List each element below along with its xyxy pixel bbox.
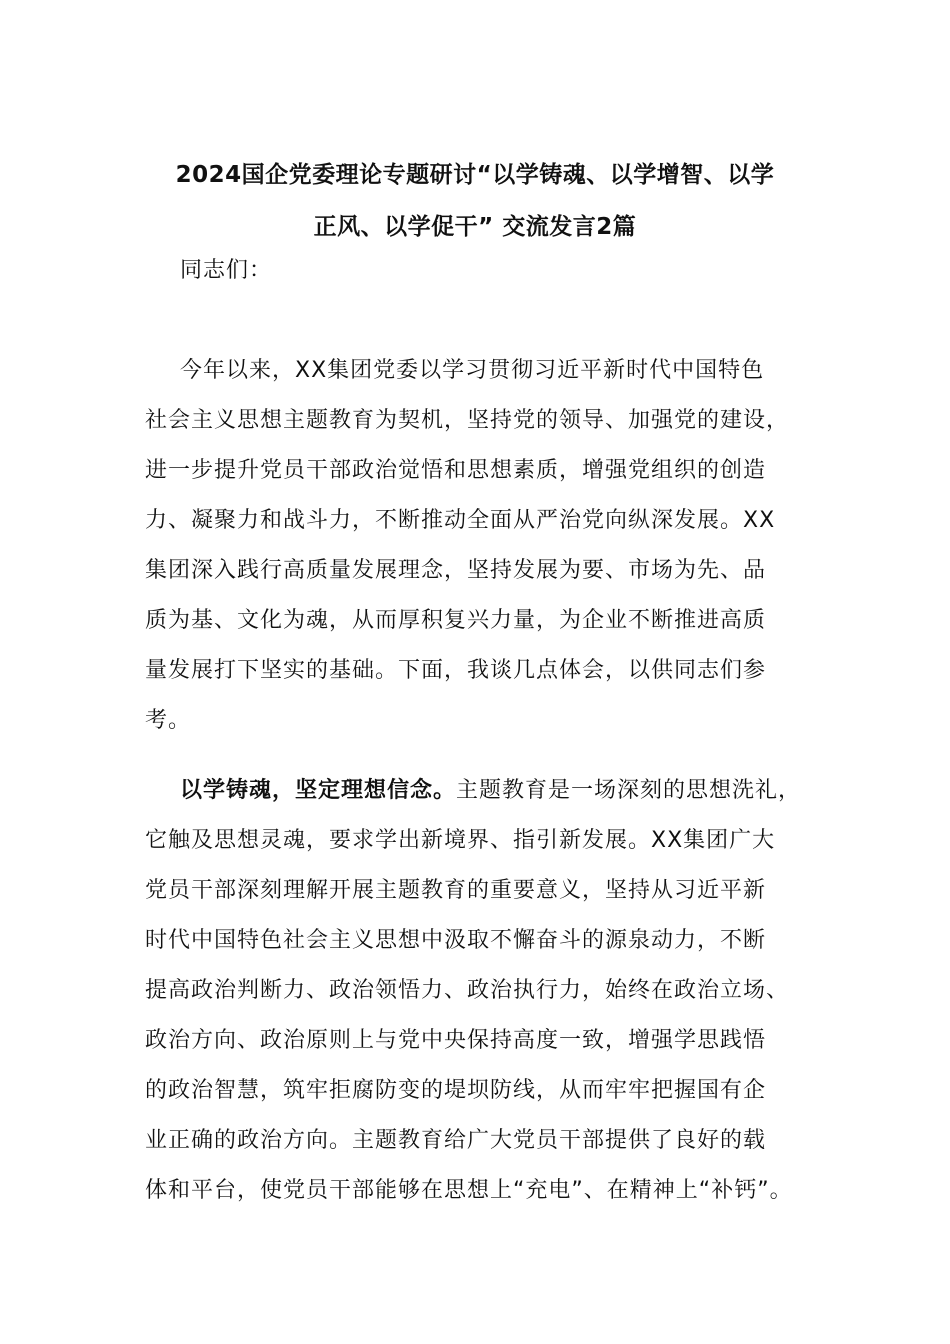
paragraph2-first-line-rest: 主题教育是一场深刻的思想洗礼， — [456, 778, 802, 803]
paragraph2-line: 提高政治判断力、政治领悟力、政治执行力，始终在政治立场、 — [145, 978, 790, 1003]
paragraph2-first-line — [180, 766, 860, 816]
paragraph2-line: 它触及思想灵魂，要求学出新境界、指引新发展。XX集团广大 — [145, 828, 776, 853]
paragraph1-line: 今年以来，XX集团党委以学习贯彻习近平新时代中国特色 — [180, 358, 765, 383]
paragraph2-line: 体和平台，使党员干部能够在思想上“充电”、在精神上“补钙”。 — [145, 1178, 793, 1203]
document-title-line-2: 正风、以学促干” 交流发言2篇 — [313, 214, 637, 240]
paragraph2-line: 业正确的政治方向。主题教育给广大党员干部提供了良好的载 — [145, 1128, 767, 1153]
paragraph1-line: 集团深入践行高质量发展理念，坚持发展为要、市场为先、品 — [145, 558, 767, 583]
paragraph2-line: 党员干部深刻理解开展主题教育的重要意义，坚持从习近平新 — [145, 878, 767, 903]
paragraph2-heading: 以学铸魂，坚定理想信念。 — [180, 778, 457, 803]
paragraph1-line: 考。 — [145, 708, 192, 733]
paragraph1-line: 社会主义思想主题教育为契机，坚持党的领导、加强党的建设， — [145, 408, 790, 433]
greeting: 同志们： — [180, 258, 273, 283]
paragraph2-line: 的政治智慧，筑牢拒腐防变的堤坝防线，从而牢牢把握国有企 — [145, 1078, 767, 1103]
paragraph1-line: 进一步提升党员干部政治觉悟和思想素质，增强党组织的创造 — [145, 458, 767, 483]
paragraph2-line: 政治方向、政治原则上与党中央保持高度一致，增强学思践悟 — [145, 1028, 767, 1053]
document-title-line-1: 2024国企党委理论专题研讨“以学铸魂、以学增智、以学 — [175, 162, 775, 188]
paragraph2-line: 时代中国特色社会主义思想中汲取不懈奋斗的源泉动力，不断 — [145, 928, 767, 953]
paragraph1-line: 质为基、文化为魂，从而厚积复兴力量，为企业不断推进高质 — [145, 608, 767, 633]
paragraph1-line: 量发展打下坚实的基础。下面，我谈几点体会，以供同志们参 — [145, 658, 767, 683]
paragraph1-line: 力、凝聚力和战斗力，不断推动全面从严治党向纵深发展。XX — [145, 508, 776, 533]
